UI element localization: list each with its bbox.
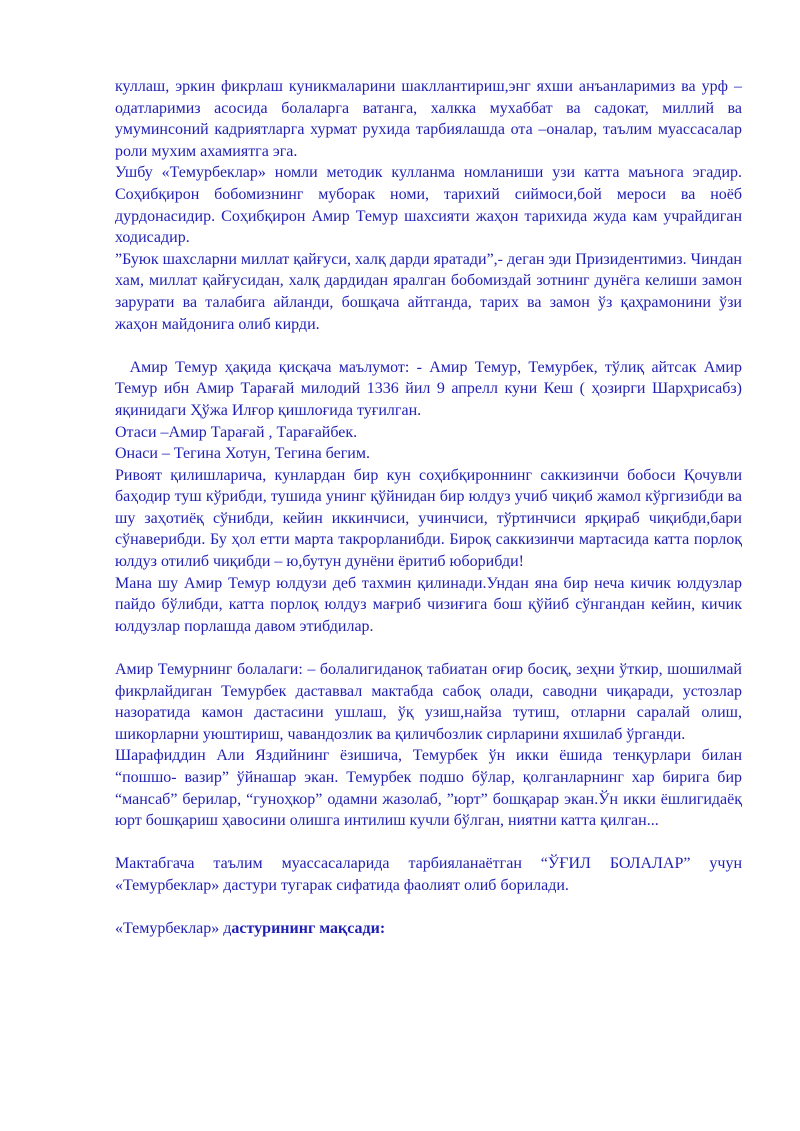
paragraph-program: Мактабгача таълим муассасаларида тарбияланаётган “ЎҒИЛ БОЛАЛАР” учун «Темурбеклар» дастури тугарак сифатида фаолият олиб борилади. [115,855,742,894]
spacer [115,832,742,854]
heading-normal-part: «Темурбеклар» д [115,920,232,938]
paragraph-father: Отаси –Амир Тарағай , Тарағайбек. [115,423,358,441]
paragraph-short-info: Амир Темур ҳақида қисқача маълумот: - Амир Темур, Темурбек, тўлиқ айтсак Амир Темур ибн Амир Тарағай милодий 1336 йил 9 апрелл куни Кеш ( ҳозирги Шарҳрисабз) яқинидаги Ҳўжа Илғор қишлоғида туғилган. [115,358,746,419]
spacer [115,897,742,919]
paragraph-mother: Онаси – Тегина Хотун, Тегина бегим. [115,445,370,463]
spacer [115,335,742,357]
paragraph-manual-name: Ушбу «Темурбеклар» номли методик кулланма номланиши узи катта маънога эгадир. Соҳибқирон бобомизнинг муборак номи, тарихий сиймоси,бой мероси ва ноёб дурдонасидир. Соҳибқирон Амир Темур шахсияти жаҳон тарихида жуда кам учрайдиган ходисадир. [115,164,742,247]
paragraph-childhood: Амир Темурнинг болалаги: – болалигиданоқ табиатан оғир босиқ, зеҳни ўткир, шошилмай фикрлайдиган Темурбек даставвал мактабда сабоқ олади, саводни чиқаради, устозлар назоратида камон дастасини ушлаш, ўқ узиш,найза тутиш, отларни саралай олиш, шикорларни уюштириш, чавандозлик ва қиличбозлик сирларини яхшилаб ўрганди. [115,661,742,743]
paragraph-legend: Ривоят қилишларича, кунлардан бир кун соҳибқироннинг саккизинчи бобоси Қочувли баҳодир туш кўрибди, тушида унинг қўйнидан бир юлдуз учиб чиқиб жамол кўргизибди ва шу заҳотиёқ сўнибди, кейин иккинчиси, учинчиси, тўртинчиси ярқираб чиқибди,бари сўнаверибди. Бу ҳол етти марта такрорланибди. Бироқ саккизинчи мартасида катта порлоқ юлдуз отилиб чиқибди – ю,бутун дунёни ёритиб юборибди! [115,466,742,571]
paragraph-great-people-quote: ”Буюк шахсларни миллат қайғуси, халқ дарди яратади”,- деган эди Призидентимиз. Чиндан хам, миллат қайғусидан, халқ дардидан яралган бобомиздай зотнинг дунёга келиши замон зарурати ва талабига айланди, бошқача айтганда, тарих ва замон ўз қаҳрамонини ўзи жаҳон майдонига олиб кирди. [115,250,742,333]
spacer [115,637,742,659]
program-goal-heading [115,918,742,940]
paragraph-upbringing: куллаш, эркин фикрлаш куникмаларини шакллантириш,энг яхши анъанларимиз ва урф –одатларимиз асосида болаларга ватанга, халкка мухаббат ва садокат, миллий ва умуминсоний кадриятларга хурмат рухида тарбиялашда ота –оналар, таълим муассасалар роли мухим ахамиятга эга. [115,78,742,160]
paragraph-star: Мана шу Амир Темур юлдузи деб тахмин қилинади.Ундан яна бир неча кичик юлдузлар пайдо бўлибди, катта порлоқ юлдуз мағриб чизиғига бош қўйиб сўнгандан кейин, кичик юлдузлар порлашда давом этибдилар. [115,574,742,635]
paragraph-yazdi: Шарафиддин Али Яздийнинг ёзишича, Темурбек ўн икки ёшида тенқурлари билан “пошшо- вазир” ўйнашар экан. Темурбек подшо бўлар, қолганларнинг хар бирига бир “мансаб” берилар, “гуноҳкор” одамни жазолаб, ”юрт” бошқарар экан.Ўн икки ёшлигидаёқ юрт бошқариш ҳавосини олишга интилиш кучли бўлган, ниятни катта қилган... [115,747,742,830]
document-page [115,76,746,940]
heading-bold-part: астурининг мақсади: [231,920,386,938]
